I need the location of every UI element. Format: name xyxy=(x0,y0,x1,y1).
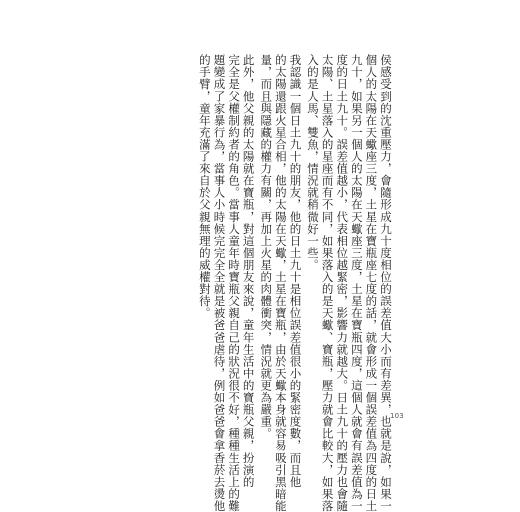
text-column: 我認識一個日土九十的朋友，他的日土九十是相位誤差值很小的緊密度數，而且他 xyxy=(288,54,303,488)
text-column: 九十，如果另一個人的太陽在天蠍座三度，土星在寶瓶四度，這個人就會有誤差值為一 xyxy=(349,54,364,512)
page-number: 103 xyxy=(390,412,404,420)
text-column: 度的日土九十。誤差值越小，代表相位越緊密，影響力就越大。日土九十的壓力也會隨 xyxy=(335,54,350,512)
text-column: 的手臂，童年充滿了來自於父親無理的威權對待。 xyxy=(197,54,212,320)
text-column: 太陽、土星落入的星座而有不同，如果落入的是天蠍、寶瓶，壓力就會比較大，如果落 xyxy=(320,54,335,512)
text-column: 入的是人馬、雙魚，情況就稍微好一些。 xyxy=(306,54,321,271)
text-column: 完全是父權制約者的角色。當事人童年時寶瓶父親自己的狀況很不好，種種生活上的難 xyxy=(227,54,242,512)
text-column: 個人的太陽在天蠍座三度，土星在寶瓶座七度的話，就會形成一個誤差值為四度的日土 xyxy=(364,54,379,512)
text-column: 量，而且與隱藏的權力有關，再加上火星的肉體衝突，情況就更為嚴重。 xyxy=(259,54,274,440)
text-column: 的太陽還跟火星合相，他的太陽在天蠍，土星在寶瓶，由於天蠍本身就容易吸引黑暗能 xyxy=(273,54,288,512)
text-column: 此外，他父親的太陽就在寶瓶，對這個朋友來說，童年生活中的寶瓶父親，扮演的 xyxy=(241,54,256,488)
text-column: 題變成了家暴行為，當事人小時候完完全全就是被爸爸虐待，例如爸爸會拿香菸去燙他 xyxy=(212,54,227,512)
vertical-text-block xyxy=(142,54,393,512)
text-column: 侯感受到的沈重壓力，會隨形成九十度相位的誤差值大小而有差異，也就是說，如果一 xyxy=(379,54,393,512)
